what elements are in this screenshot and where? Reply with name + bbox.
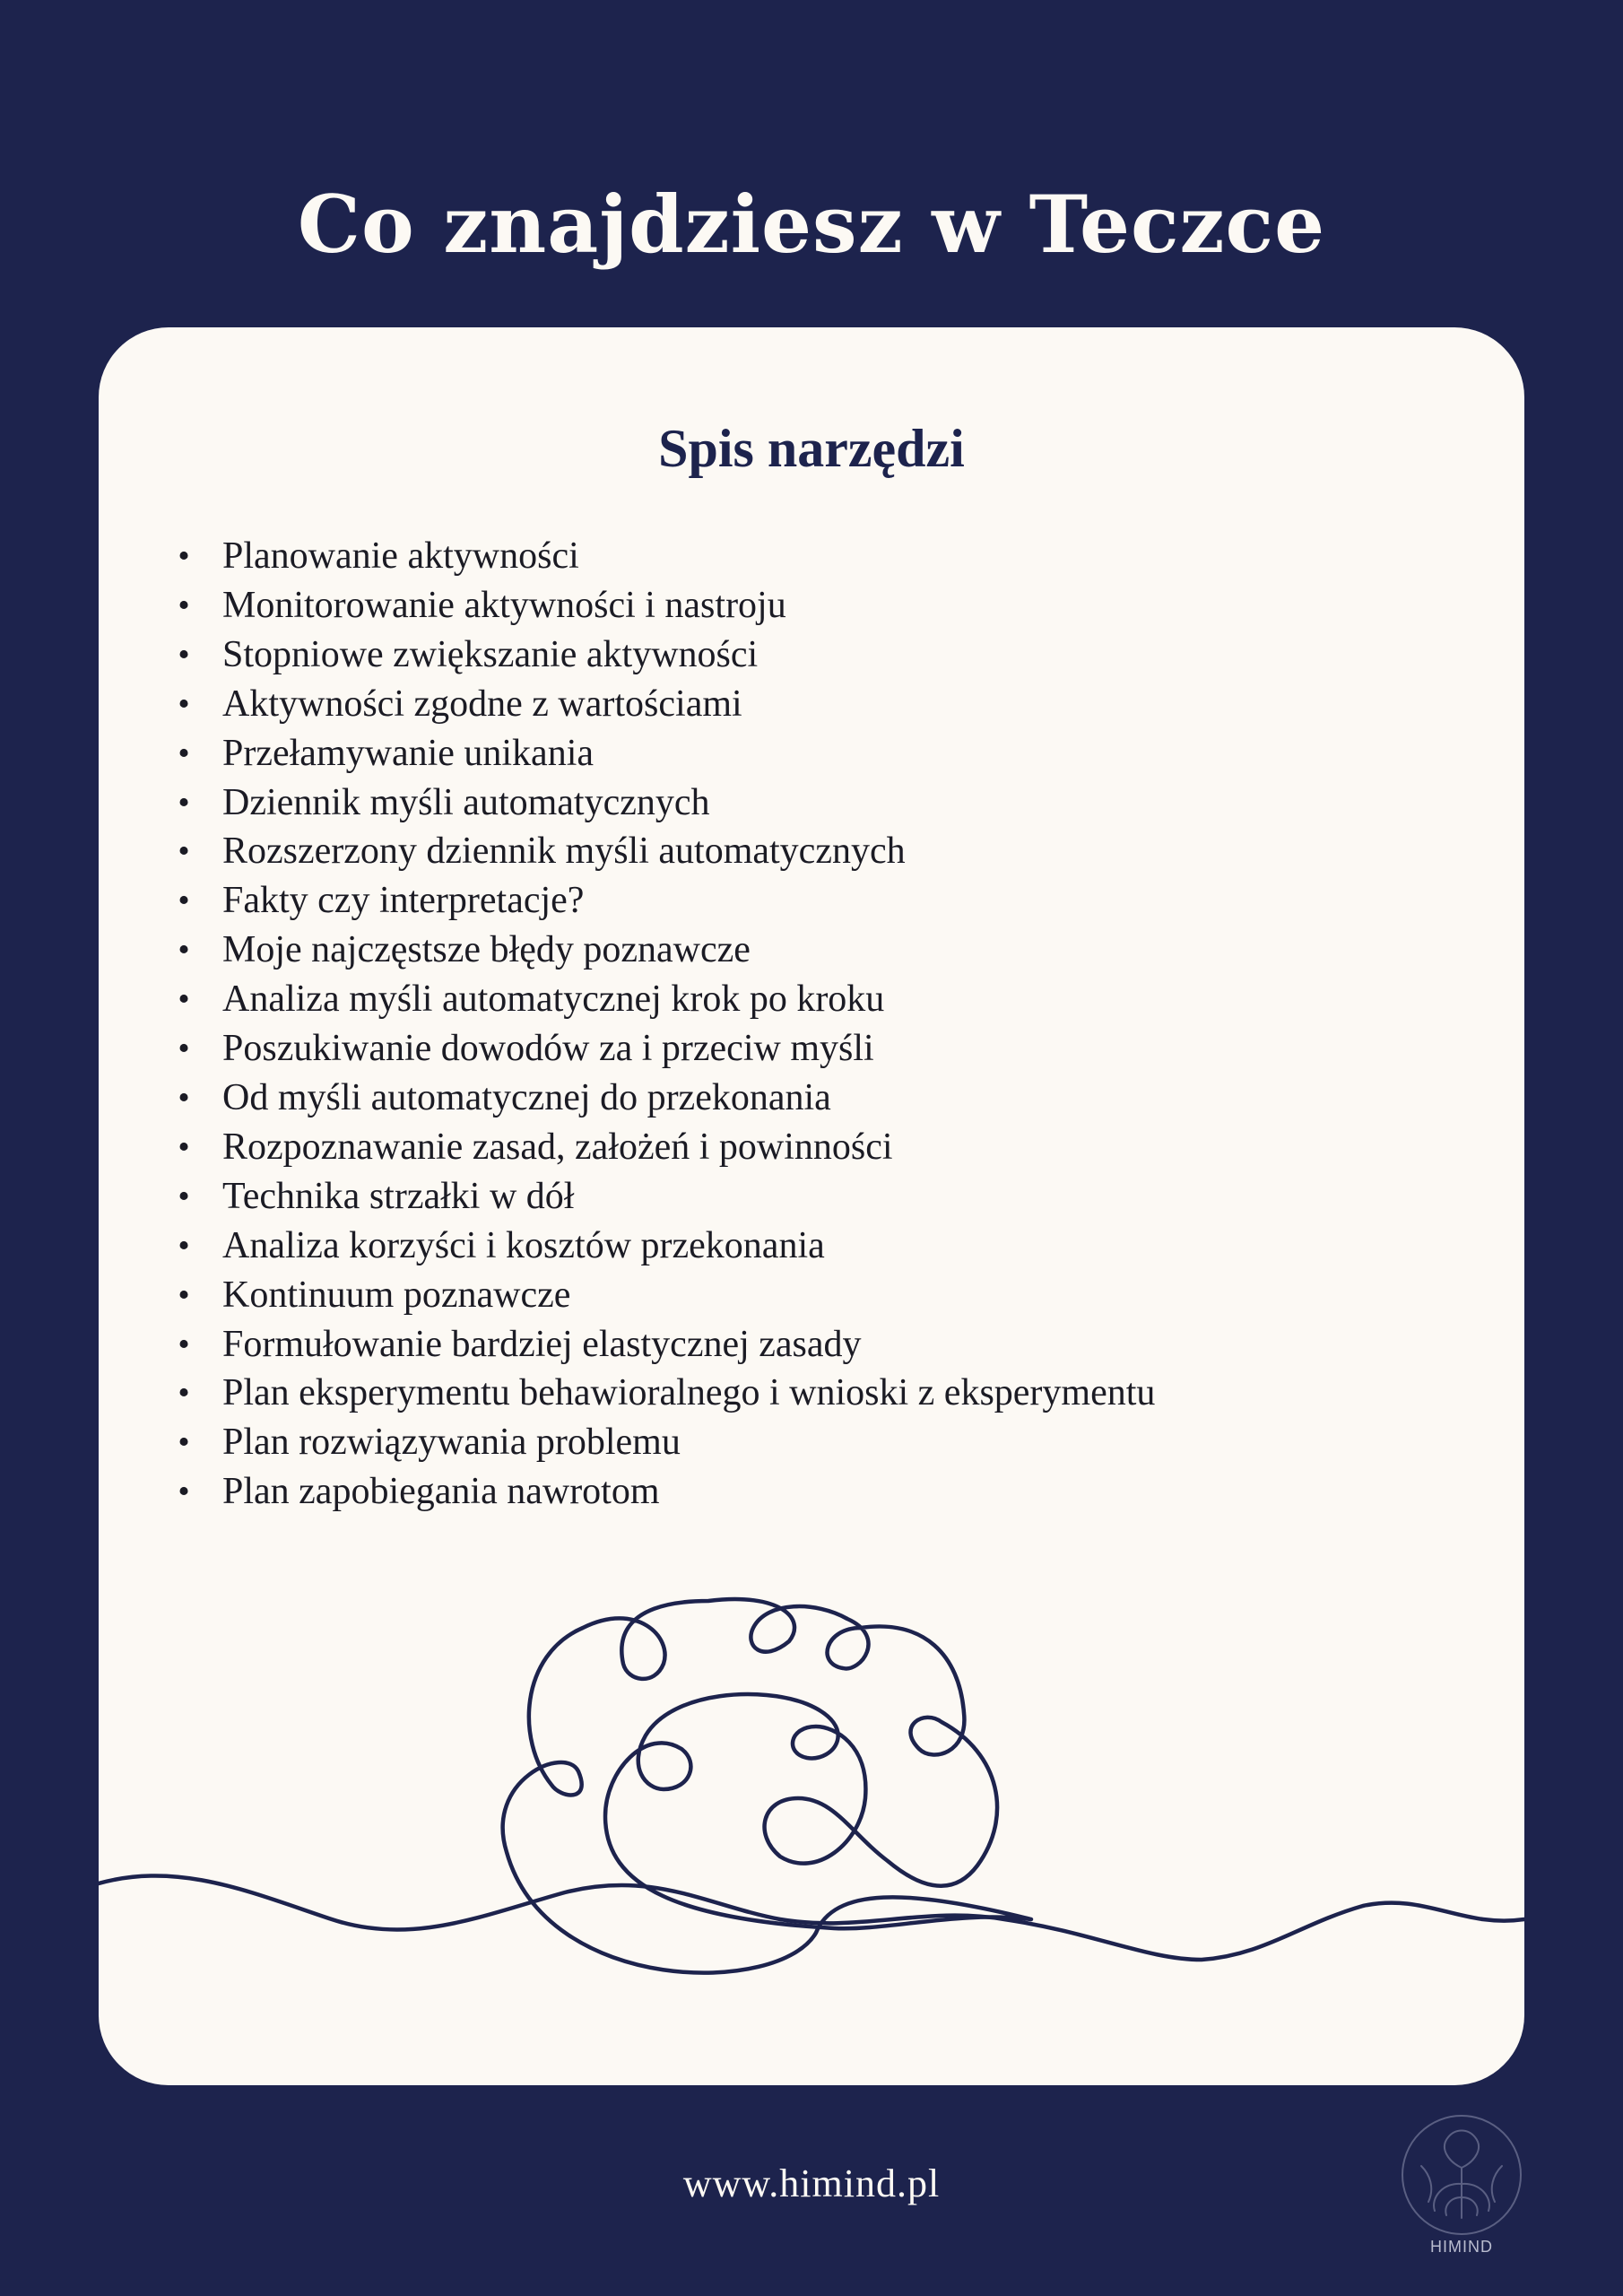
list-item-label: Rozszerzony dziennik myśli automatycznych	[222, 831, 906, 873]
list-item	[170, 631, 1155, 680]
bullet-icon: •	[178, 1325, 190, 1363]
list-item-label: Analiza myśli automatycznej krok po kroku	[222, 978, 885, 1021]
bullet-icon: •	[178, 832, 190, 871]
bullet-icon: •	[178, 1127, 190, 1166]
list-item-label: Monitorowanie aktywności i nastroju	[222, 584, 786, 626]
list-item-label: Stopniowe zwiększanie aktywności	[222, 633, 759, 675]
list-item	[170, 581, 1155, 631]
list-item-label: Planowanie aktywności	[222, 535, 579, 577]
list-item	[170, 729, 1155, 778]
bullet-icon: •	[178, 783, 190, 822]
card-title: Spis narzędzi	[658, 419, 965, 478]
list-item-label: Dziennik myśli automatycznych	[222, 781, 710, 823]
himind-tree-logo-icon	[1394, 2112, 1529, 2238]
footer-url: www.himind.pl	[682, 2161, 941, 2205]
list-item	[170, 1418, 1155, 1467]
bullet-icon: •	[178, 684, 190, 723]
list-item-label: Fakty czy interpretacje?	[222, 880, 585, 922]
list-item-label: Kontinuum poznawcze	[222, 1274, 571, 1316]
list-item-label: Plan eksperymentu behawioralnego i wnioski z eksperymentu	[222, 1372, 1156, 1414]
himind-logo	[1394, 2112, 1529, 2265]
list-item-label: Plan rozwiązywania problemu	[222, 1422, 681, 1464]
bullet-icon: •	[178, 1374, 190, 1413]
bullet-icon: •	[178, 537, 190, 575]
bullet-icon: •	[178, 635, 190, 674]
bullet-icon: •	[178, 980, 190, 1019]
list-item	[170, 1172, 1155, 1222]
tools-card	[99, 327, 1524, 2085]
bullet-icon: •	[178, 586, 190, 624]
bullet-icon: •	[178, 1226, 190, 1265]
page-title: Co znajdziesz w Teczce	[297, 178, 1326, 271]
tools-list	[170, 532, 1155, 1517]
bullet-icon: •	[178, 1423, 190, 1462]
list-item	[170, 1024, 1155, 1074]
list-item-label: Przełamywanie unikania	[222, 732, 595, 774]
list-item	[170, 1320, 1155, 1370]
list-item	[170, 680, 1155, 729]
bullet-icon: •	[178, 1473, 190, 1511]
list-item	[170, 1467, 1155, 1517]
list-item	[170, 926, 1155, 975]
list-item	[170, 778, 1155, 828]
bullet-icon: •	[178, 1030, 190, 1068]
bullet-icon: •	[178, 931, 190, 970]
list-item	[170, 1271, 1155, 1320]
list-item	[170, 532, 1155, 581]
brain-scribble	[503, 1599, 1031, 1973]
bullet-icon: •	[178, 1275, 190, 1314]
list-item-label: Plan zapobiegania nawrotom	[222, 1471, 660, 1513]
wave-line	[99, 1875, 1524, 1960]
list-item-label: Aktywności zgodne z wartościami	[222, 683, 742, 725]
list-item	[170, 827, 1155, 876]
list-item-label: Formułowanie bardziej elastycznej zasady	[222, 1323, 862, 1365]
bullet-icon: •	[178, 1078, 190, 1117]
list-item	[170, 975, 1155, 1024]
list-item	[170, 1369, 1155, 1418]
bullet-icon: •	[178, 1177, 190, 1215]
list-item	[170, 876, 1155, 926]
logo-text: HIMIND	[1430, 2238, 1493, 2256]
list-item	[170, 1074, 1155, 1123]
list-item-label: Technika strzałki w dół	[222, 1175, 575, 1217]
list-item	[170, 1123, 1155, 1172]
list-item-label: Poszukiwanie dowodów za i przeciw myśli	[222, 1028, 874, 1070]
list-item-label: Rozpoznawanie zasad, założeń i powinności	[222, 1126, 893, 1168]
list-item-label: Od myśli automatycznej do przekonania	[222, 1076, 831, 1118]
list-item-label: Moje najczęstsze błędy poznawcze	[222, 929, 751, 971]
list-item	[170, 1222, 1155, 1271]
list-item-label: Analiza korzyści i kosztów przekonania	[222, 1224, 825, 1266]
bullet-icon: •	[178, 734, 190, 772]
bullet-icon: •	[178, 882, 190, 920]
